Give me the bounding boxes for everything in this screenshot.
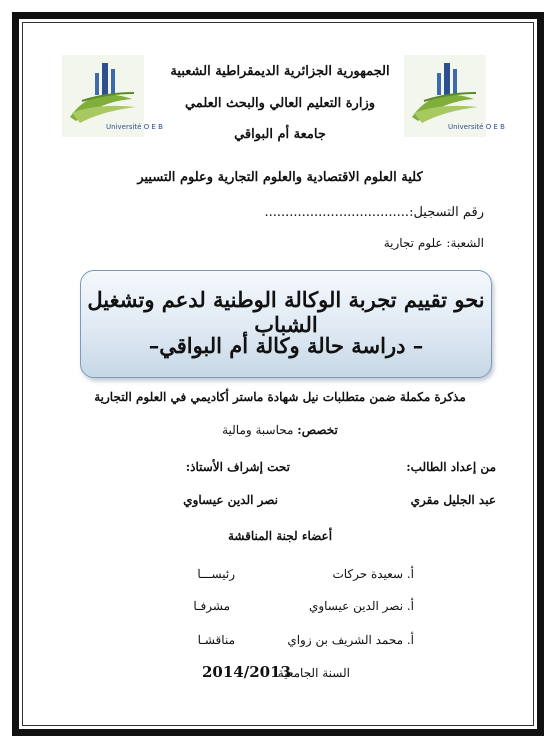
committee-member-2-name: أ. نصر الدين عيساوي	[308, 599, 414, 613]
header-ministry: وزارة التعليم العالي والبحث العلمي	[184, 96, 376, 111]
logo-caption-left: Université O E B	[106, 123, 163, 131]
committee-member-1-name: أ. سعيدة حركات	[332, 567, 414, 581]
supervisor-label: تحت إشراف الأستاذ:	[185, 460, 290, 474]
specialty-label: تخصص:	[297, 423, 338, 437]
thesis-title-line-1: نحو تقييم تجربة الوكالة الوطنية لدعم وتشغيل الشباب	[87, 287, 485, 337]
specialty-value: محاسبة ومالية	[222, 423, 294, 437]
branch-row	[384, 236, 484, 250]
branch-label: الشعبة:	[446, 236, 484, 250]
specialty-row	[0, 423, 560, 437]
committee-member-3-role: مناقشـا	[197, 633, 235, 647]
thesis-title-line-2: – دراسة حالة وكالة أم البواقي–	[148, 333, 424, 358]
header-faculty: كلية العلوم الاقتصادية والعلوم التجارية وعلوم التسيير	[137, 170, 423, 185]
committee-member-1-role: رئيســـا	[197, 567, 235, 581]
logo-caption-right: Université O E B	[448, 123, 505, 131]
thesis-title-box	[80, 270, 492, 378]
student-name: عبد الجليل مقري	[410, 493, 496, 507]
committee-member-2-role: مشرفـا	[193, 599, 230, 613]
committee-title: أعضاء لجنة المناقشة	[227, 529, 333, 543]
header-university: جامعة أم البواقي	[234, 127, 326, 142]
memo-description: مذكرة مكملة ضمن متطلبات نيل شهادة ماستر أكاديمي في العلوم التجارية	[94, 390, 466, 404]
registration-label: رقم التسجيل:	[409, 205, 484, 220]
supervisor-name: نصر الدين عيساوي	[183, 493, 278, 507]
registration-row	[264, 205, 484, 220]
committee-member-3-name: أ. محمد الشريف بن زواي	[287, 633, 414, 647]
academic-year-value: 2014/2013	[202, 663, 291, 681]
branch-value: علوم تجارية	[383, 236, 443, 250]
header-republic: الجمهورية الجزائرية الديمقراطية الشعبية	[170, 64, 390, 79]
prepared-by-label: من إعداد الطالب:	[406, 460, 496, 474]
academic-year-label: السنة الجامعية:	[273, 666, 350, 680]
registration-dots: ...................................	[264, 205, 410, 220]
